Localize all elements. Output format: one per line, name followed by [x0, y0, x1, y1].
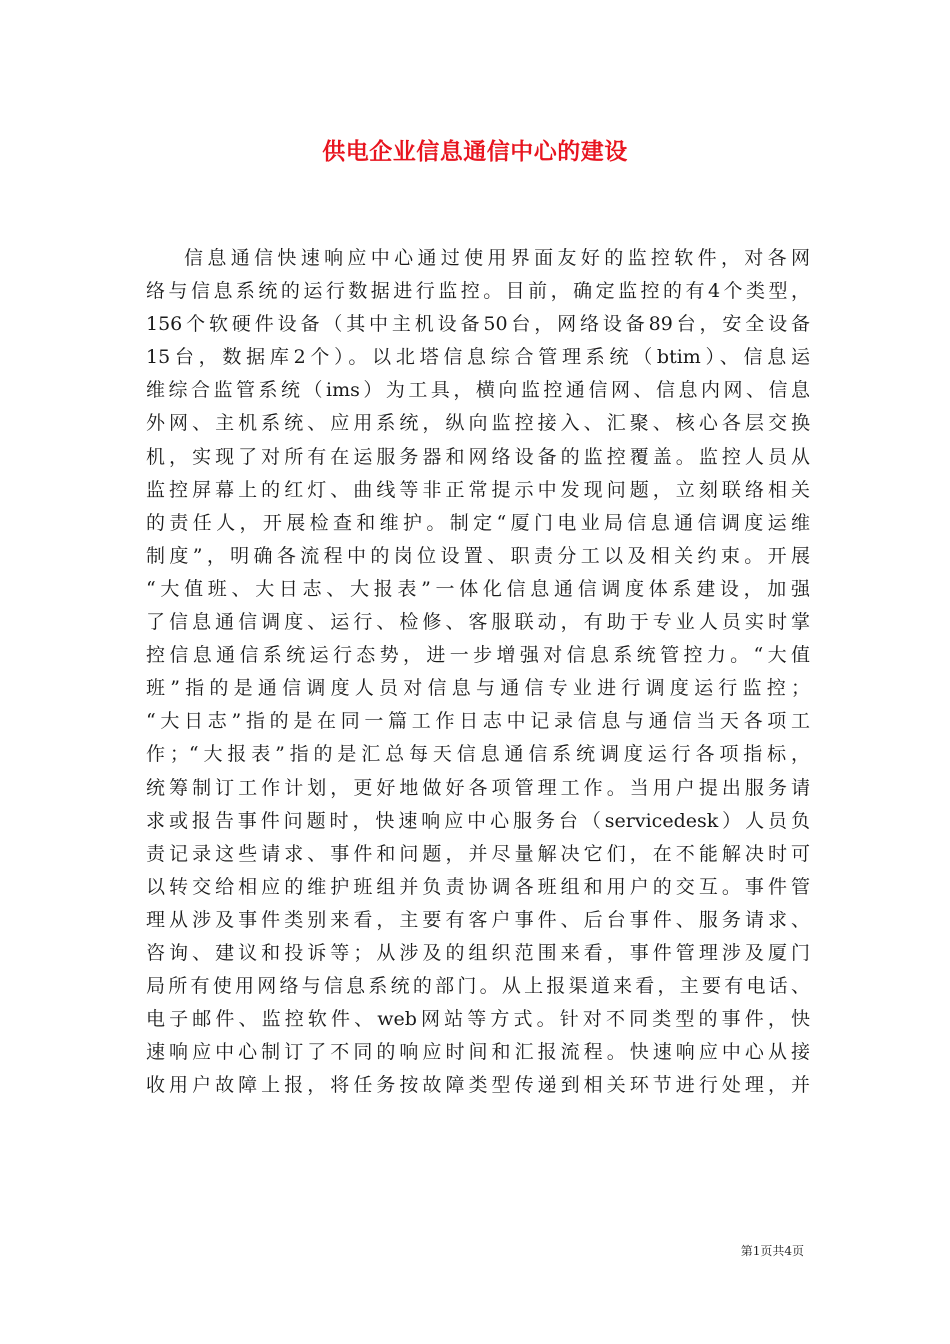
paragraph-line: 监控屏幕上的红灯、曲线等非正常提示中发现问题，立刻联络相关: [146, 478, 810, 501]
paragraph-line: 络与信息系统的运行数据进行监控。目前，确定监控的有4个类型，: [146, 280, 810, 303]
paragraph-line: 外网、主机系统、应用系统，纵向监控接入、汇聚、核心各层交换: [146, 412, 810, 435]
paragraph-line: 维综合监管系统（ims）为工具，横向监控通信网、信息内网、信息: [146, 379, 810, 402]
paragraph-line: 信息通信快速响应中心通过使用界面友好的监控软件，对各网: [184, 247, 810, 269]
paragraph-line: 咨询、建议和投诉等；从涉及的组织范围来看，事件管理涉及厦门: [146, 941, 810, 964]
paragraph-line: 局所有使用网络与信息系统的部门。从上报渠道来看，主要有电话、: [146, 975, 810, 998]
document-title: 供电企业信息通信中心的建设: [322, 138, 628, 165]
page-number-footer: 第1页共4页: [740, 1244, 804, 1258]
paragraph-line: 了信息通信调度、运行、检修、客服联动，有助于专业人员实时掌: [146, 611, 810, 634]
paragraph-line: 统筹制订工作计划，更好地做好各项管理工作。当用户提出服务请: [146, 776, 810, 799]
paragraph-line: 机，实现了对所有在运服务器和网络设备的监控覆盖。监控人员从: [146, 445, 810, 468]
paragraph-line: 制度”，明确各流程中的岗位设置、职责分工以及相关约束。开展: [146, 544, 810, 567]
paragraph-line: 责记录这些请求、事件和问题，并尽量解决它们，在不能解决时可: [146, 842, 810, 865]
paragraph-line: 收用户故障上报，将任务按故障类型传递到相关环节进行处理，并: [146, 1074, 810, 1097]
paragraph-line: 电子邮件、监控软件、web网站等方式。针对不同类型的事件，快: [146, 1008, 810, 1031]
paragraph-line: “大值班、大日志、大报表”一体化信息通信调度体系建设，加强: [146, 577, 810, 600]
paragraph-line: “大日志”指的是在同一篇工作日志中记录信息与通信当天各项工: [146, 710, 810, 733]
paragraph-line: 的责任人，开展检查和维护。制定“厦门电业局信息通信调度运维: [146, 511, 810, 534]
paragraph-line: 理从涉及事件类别来看，主要有客户事件、后台事件、服务请求、: [146, 908, 810, 931]
document-body: [146, 242, 810, 1102]
paragraph-line: 控信息通信系统运行态势，进一步增强对信息系统管控力。“大值: [146, 644, 810, 667]
paragraph-line: 班”指的是通信调度人员对信息与通信专业进行调度运行监控；: [146, 677, 810, 700]
paragraph-line: 15台，数据库2个）。以北塔信息综合管理系统（btim）、信息运: [146, 346, 810, 369]
paragraph-line: 求或报告事件问题时，快速响应中心服务台（servicedesk）人员负: [146, 809, 810, 832]
paragraph-line: 以转交给相应的维护班组并负责协调各班组和用户的交互。事件管: [146, 875, 810, 898]
paragraph-line: 156个软硬件设备（其中主机设备50台，网络设备89台，安全设备: [146, 313, 810, 336]
paragraph-line: 速响应中心制订了不同的响应时间和汇报流程。快速响应中心从接: [146, 1041, 810, 1064]
paragraph-line: 作；“大报表”指的是汇总每天信息通信系统调度运行各项指标，: [146, 743, 810, 766]
